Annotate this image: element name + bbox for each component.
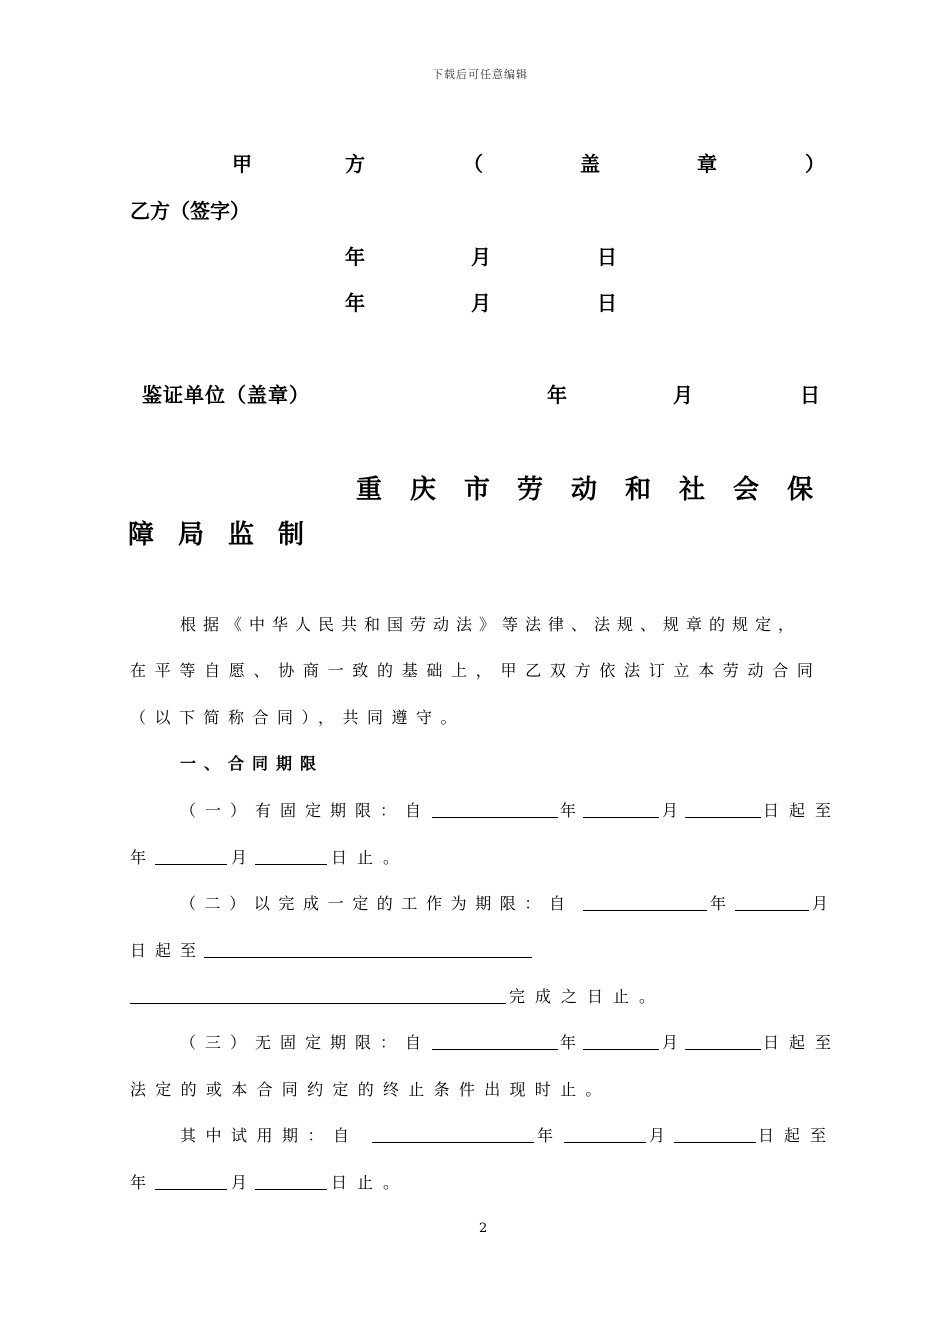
intro-line-1: 根据《中华人民共和国劳动法》等法律、法规、规章的规定， (180, 615, 802, 634)
blank-open-year[interactable] (432, 1049, 558, 1050)
month-label: 月 (231, 848, 256, 867)
supervisor-char: 局 (178, 520, 205, 550)
page-number: 2 (479, 1221, 488, 1236)
blank-trial-year[interactable] (372, 1142, 534, 1143)
month-label: 月 (649, 1126, 674, 1145)
day-label: 日 (597, 291, 617, 315)
until-label: 日止。 (331, 1173, 410, 1192)
month-label: 月 (231, 1173, 256, 1192)
year-label: 年 (130, 848, 155, 867)
blank-task-month[interactable] (735, 910, 809, 911)
from-to-label: 日起至 (763, 1033, 842, 1052)
year-label: 年 (130, 1173, 155, 1192)
blank-start-month[interactable] (583, 817, 659, 818)
intro-line-2: 在平等自愿、协商一致的基础上，甲乙双方依法订立本劳动合同 (130, 661, 822, 680)
blank-task-year[interactable] (583, 910, 707, 911)
blank-trial-month[interactable] (564, 1142, 646, 1143)
year-label: 年 (345, 291, 365, 315)
supervisor-char: 市 (464, 475, 491, 505)
blank-trial-end-month[interactable] (255, 1189, 327, 1190)
from-to-label: 日起至 (763, 801, 842, 820)
blank-end-year[interactable] (155, 864, 227, 865)
month-label: 月 (662, 1033, 687, 1052)
supervisor-char: 监 (228, 520, 255, 550)
section-1-title: 一、合同期限 (180, 754, 325, 773)
blank-open-month[interactable] (583, 1049, 659, 1050)
party-a-char: 方 (345, 152, 365, 176)
year-label: 年 (560, 1033, 585, 1052)
open-term-end: 法定的或本合同约定的终止条件出现时止。 (130, 1080, 611, 1099)
blank-start-year[interactable] (432, 817, 558, 818)
supervisor-char: 社 (679, 475, 706, 505)
year-label: 年 (710, 894, 735, 913)
blank-start-day[interactable] (685, 817, 761, 818)
month-label: 月 (471, 291, 491, 315)
task-from-label: 日起至 (130, 941, 206, 960)
party-a-char: 盖 (580, 152, 600, 176)
month-label: 月 (662, 801, 687, 820)
supervisor-char: 制 (278, 520, 305, 550)
until-label: 日止。 (331, 848, 410, 867)
month-label: 月 (471, 245, 491, 269)
blank-task-description[interactable] (204, 957, 532, 958)
open-term-label: （三）无固定期限：自 (180, 1033, 431, 1052)
party-b-signature-label: 乙方（签字） (130, 199, 250, 223)
party-a-char: 章 (697, 152, 717, 176)
year-label: 年 (345, 245, 365, 269)
year-label: 年 (537, 1126, 562, 1145)
supervisor-char: 和 (625, 475, 652, 505)
supervisor-char: 动 (571, 475, 598, 505)
blank-open-day[interactable] (685, 1049, 761, 1050)
month-label: 月 (812, 894, 837, 913)
task-term-label: （二）以完成一定的工作为期限：自 (180, 894, 574, 913)
page-header: 下载后可任意编辑 (432, 68, 528, 81)
day-label: 日 (800, 383, 820, 407)
blank-trial-day[interactable] (674, 1142, 756, 1143)
from-to-label: 日起至 (758, 1126, 837, 1145)
blank-trial-end-year[interactable] (155, 1189, 227, 1190)
intro-line-3: （以下简称合同），共同遵守。 (130, 708, 466, 727)
supervisor-char: 庆 (410, 475, 437, 505)
supervisor-char: 障 (128, 520, 155, 550)
party-a-char: 甲 (232, 152, 252, 176)
blank-end-month[interactable] (255, 864, 327, 865)
task-end-label: 完成之日止。 (509, 987, 666, 1006)
blank-task-completion[interactable] (130, 1003, 506, 1004)
party-a-char: （ (463, 152, 483, 176)
party-a-char: ） (805, 152, 825, 176)
supervisor-char: 保 (787, 475, 814, 505)
supervisor-char: 重 (356, 475, 383, 505)
month-label: 月 (673, 383, 693, 407)
year-label: 年 (560, 801, 585, 820)
trial-period-label: 其中试用期：自 (180, 1126, 359, 1145)
supervisor-char: 劳 (517, 475, 544, 505)
day-label: 日 (597, 245, 617, 269)
supervisor-char: 会 (733, 475, 760, 505)
year-label: 年 (547, 383, 567, 407)
certification-unit-label: 鉴证单位（盖章） (142, 383, 310, 407)
fixed-term-label: （一）有固定期限：自 (180, 801, 431, 820)
